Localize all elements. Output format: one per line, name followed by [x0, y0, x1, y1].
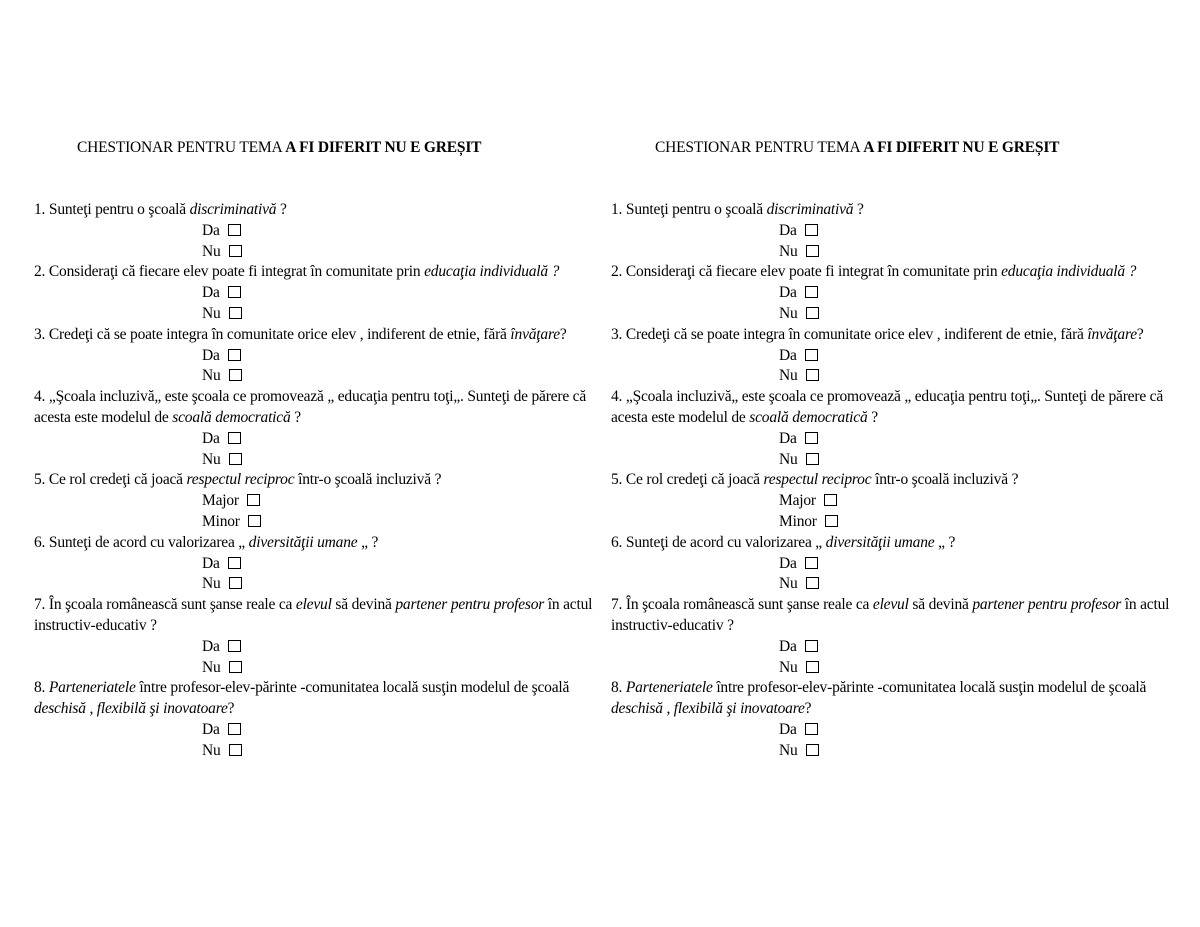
answer-option [611, 346, 1171, 367]
title-topic: A FI DIFERIT NU E GREȘIT [863, 139, 1060, 156]
answer-option [611, 491, 1171, 512]
answer-option [611, 574, 1171, 595]
question-1 [611, 200, 1171, 262]
question-text [34, 200, 594, 221]
question-fragment: 4. „Şcoala incluzivă„ este şcoala ce promovează „ educaţia pentru toţi„. Sunteţi de părere că acesta este modelul de [34, 388, 587, 426]
question-emphasis: învăţare [1087, 325, 1137, 343]
question-emphasis: respectul reciproc [763, 471, 872, 489]
question-emphasis: respectul reciproc [186, 471, 295, 489]
checkbox[interactable] [247, 494, 260, 506]
option-label: Da [779, 720, 797, 738]
checkbox[interactable] [806, 307, 819, 319]
checkbox[interactable] [228, 286, 241, 298]
option-label: Da [202, 346, 220, 364]
option-label: Da [202, 637, 220, 655]
option-label: Nu [202, 242, 221, 260]
question-fragment: 2. Consideraţi că fiecare elev poate fi integrat în comunitate prin [611, 263, 1002, 281]
question-emphasis: învăţare [510, 325, 560, 343]
checkbox[interactable] [805, 557, 818, 569]
question-fragment: 6. Sunteţi de acord cu valorizarea „ [611, 533, 826, 551]
question-8 [611, 678, 1171, 761]
question-3 [611, 325, 1171, 387]
question-6 [611, 533, 1171, 595]
checkbox[interactable] [806, 453, 819, 465]
checkbox[interactable] [806, 369, 819, 381]
question-fragment: 1. Sunteţi pentru o şcoală [34, 201, 190, 218]
checkbox[interactable] [228, 723, 241, 735]
question-fragment: ? [276, 201, 287, 218]
question-fragment: 3. Credeţi că se poate integra în comunitate orice elev , indiferent de etnie, fără [34, 325, 511, 343]
checkbox[interactable] [228, 224, 241, 236]
answer-option [611, 720, 1171, 741]
option-label: Nu [779, 242, 798, 260]
question-fragment: în actul instructiv-educativ ? [611, 596, 1170, 634]
question-fragment: 7. În şcoala românească sunt şanse reale ca [34, 596, 296, 614]
checkbox[interactable] [248, 515, 261, 527]
questionnaire-title [77, 138, 637, 158]
option-label: Nu [779, 575, 798, 593]
answer-option [34, 554, 594, 575]
question-text [34, 262, 594, 283]
option-label: Da [202, 429, 220, 447]
option-label: Major [779, 492, 816, 510]
answer-option [611, 512, 1171, 533]
question-emphasis: deschisă , flexibilă şi inovatoare [611, 700, 805, 718]
checkbox[interactable] [805, 286, 818, 298]
question-fragment: să devină [331, 596, 396, 614]
answer-option [611, 450, 1171, 471]
question-text [34, 678, 594, 720]
answer-option [611, 429, 1171, 450]
question-fragment: 4. „Şcoala incluzivă„ este şcoala ce promovează „ educaţia pentru toţi„. Sunteţi de părere că acesta este modelul de [611, 388, 1164, 426]
checkbox[interactable] [229, 744, 242, 756]
question-text [611, 678, 1171, 720]
option-label: Nu [202, 367, 221, 385]
answer-option [611, 283, 1171, 304]
question-text [611, 387, 1171, 429]
answer-option [34, 450, 594, 471]
checkbox[interactable] [229, 453, 242, 465]
checkbox[interactable] [229, 577, 242, 589]
checkbox[interactable] [228, 432, 241, 444]
option-label: Da [779, 346, 797, 364]
question-text [34, 595, 594, 637]
question-text [34, 533, 594, 554]
checkbox[interactable] [805, 640, 818, 652]
question-emphasis: partener pentru profesor [395, 596, 545, 614]
option-label: Da [779, 637, 797, 655]
checkbox[interactable] [805, 432, 818, 444]
question-fragment: 5. Ce rol credeţi că joacă [611, 471, 764, 489]
answer-option [34, 574, 594, 595]
option-label: Da [779, 554, 797, 572]
answer-option [34, 491, 594, 512]
question-fragment: 5. Ce rol credeţi că joacă [34, 471, 187, 489]
checkbox[interactable] [805, 224, 818, 236]
option-label: Da [779, 284, 797, 302]
question-emphasis: partener pentru profesor [972, 596, 1122, 614]
question-6 [34, 533, 594, 595]
question-text [611, 533, 1171, 554]
answer-option [611, 304, 1171, 325]
option-label: Minor [202, 512, 240, 530]
question-2 [34, 262, 594, 324]
question-emphasis: educaţia individuală ? [424, 263, 560, 281]
question-emphasis: deschisă , flexibilă şi inovatoare [34, 700, 228, 718]
question-fragment: ? [290, 408, 301, 426]
question-text [611, 262, 1171, 283]
question-7 [611, 595, 1171, 678]
question-emphasis: elevul [872, 596, 909, 614]
option-label: Da [202, 720, 220, 738]
answer-option [34, 720, 594, 741]
answer-option [611, 221, 1171, 242]
checkbox[interactable] [806, 245, 819, 257]
answer-option [34, 512, 594, 533]
checkbox[interactable] [228, 557, 241, 569]
question-emphasis: discriminativă [766, 201, 854, 218]
answer-option [34, 304, 594, 325]
question-1 [34, 200, 594, 262]
option-label: Nu [202, 304, 221, 322]
answer-option [34, 346, 594, 367]
question-3 [34, 325, 594, 387]
answer-option [34, 242, 594, 263]
checkbox[interactable] [228, 349, 241, 361]
question-emphasis: educaţia individuală ? [1001, 263, 1137, 281]
question-7 [34, 595, 594, 678]
question-fragment: 7. În şcoala românească sunt şanse reale ca [611, 596, 873, 614]
checkbox[interactable] [825, 515, 838, 527]
question-fragment: „ ? [357, 533, 379, 551]
title-prefix: CHESTIONAR PENTRU TEMA [77, 139, 286, 156]
question-fragment: să devină [908, 596, 973, 614]
question-text [34, 387, 594, 429]
question-4 [611, 387, 1171, 470]
question-emphasis: scoală democratică [172, 408, 291, 426]
question-list [611, 200, 1171, 762]
question-emphasis: scoală democratică [749, 408, 868, 426]
questionnaire-title [655, 138, 1200, 158]
question-8 [34, 678, 594, 761]
question-2 [611, 262, 1171, 324]
checkbox[interactable] [805, 723, 818, 735]
option-label: Nu [779, 304, 798, 322]
answer-option [34, 637, 594, 658]
answer-option [611, 637, 1171, 658]
question-fragment: ? [1136, 325, 1144, 343]
option-label: Nu [779, 367, 798, 385]
question-4 [34, 387, 594, 470]
question-text [611, 325, 1171, 346]
checkbox[interactable] [229, 661, 242, 673]
question-fragment: „ ? [934, 533, 956, 551]
question-fragment: 2. Consideraţi că fiecare elev poate fi integrat în comunitate prin [34, 263, 425, 281]
answer-option [34, 741, 594, 762]
option-label: Da [202, 284, 220, 302]
question-list [34, 200, 594, 762]
checkbox[interactable] [824, 494, 837, 506]
question-fragment: 3. Credeţi că se poate integra în comunitate orice elev , indiferent de etnie, fără [611, 325, 1088, 343]
question-text [34, 325, 594, 346]
question-emphasis: elevul [295, 596, 332, 614]
question-fragment: 1. Sunteţi pentru o şcoală [611, 201, 767, 218]
question-fragment: 6. Sunteţi de acord cu valorizarea „ [34, 533, 249, 551]
question-fragment: într-o şcoală incluzivă ? [294, 471, 442, 489]
question-fragment: ? [867, 408, 878, 426]
question-5 [34, 470, 594, 532]
answer-option [34, 429, 594, 450]
option-label: Nu [202, 450, 221, 468]
checkbox[interactable] [805, 349, 818, 361]
answer-option [34, 658, 594, 679]
question-fragment: ? [853, 201, 864, 218]
option-label: Nu [779, 741, 798, 759]
question-fragment: 8. [611, 679, 626, 697]
answer-option [34, 366, 594, 387]
answer-option [34, 221, 594, 242]
answer-option [611, 366, 1171, 387]
question-fragment: în actul instructiv-educativ ? [34, 596, 593, 634]
checkbox[interactable] [806, 661, 819, 673]
question-emphasis: Parteneriatele [48, 679, 136, 697]
option-label: Da [202, 554, 220, 572]
question-text [34, 470, 594, 491]
question-fragment: ? [227, 700, 235, 718]
checkbox[interactable] [229, 369, 242, 381]
question-5 [611, 470, 1171, 532]
answer-option [611, 554, 1171, 575]
option-label: Nu [779, 658, 798, 676]
question-fragment: între profesor-elev-părinte -comunitatea locală susţin modelul de şcoală [712, 679, 1147, 697]
question-fragment: ? [559, 325, 567, 343]
checkbox[interactable] [806, 577, 819, 589]
checkbox[interactable] [229, 245, 242, 257]
question-fragment: 8. [34, 679, 49, 697]
question-emphasis: diversităţii umane [825, 533, 935, 551]
option-label: Nu [202, 658, 221, 676]
question-fragment: într-o şcoală incluzivă ? [871, 471, 1019, 489]
question-text [611, 200, 1171, 221]
option-label: Nu [779, 450, 798, 468]
option-label: Da [779, 429, 797, 447]
checkbox[interactable] [228, 640, 241, 652]
title-topic: A FI DIFERIT NU E GREȘIT [285, 139, 482, 156]
question-fragment: ? [804, 700, 812, 718]
question-text [611, 470, 1171, 491]
title-prefix: CHESTIONAR PENTRU TEMA [655, 139, 864, 156]
question-emphasis: diversităţii umane [248, 533, 358, 551]
answer-option [611, 658, 1171, 679]
question-emphasis: Parteneriatele [625, 679, 713, 697]
option-label: Major [202, 492, 239, 510]
answer-option [611, 242, 1171, 263]
option-label: Nu [202, 575, 221, 593]
question-fragment: între profesor-elev-părinte -comunitatea locală susţin modelul de şcoală [135, 679, 570, 697]
option-label: Minor [779, 512, 817, 530]
answer-option [34, 283, 594, 304]
answer-option [611, 741, 1171, 762]
option-label: Da [202, 221, 220, 239]
question-text [611, 595, 1171, 637]
question-emphasis: discriminativă [189, 201, 277, 218]
option-label: Da [779, 221, 797, 239]
option-label: Nu [202, 741, 221, 759]
checkbox[interactable] [806, 744, 819, 756]
checkbox[interactable] [229, 307, 242, 319]
